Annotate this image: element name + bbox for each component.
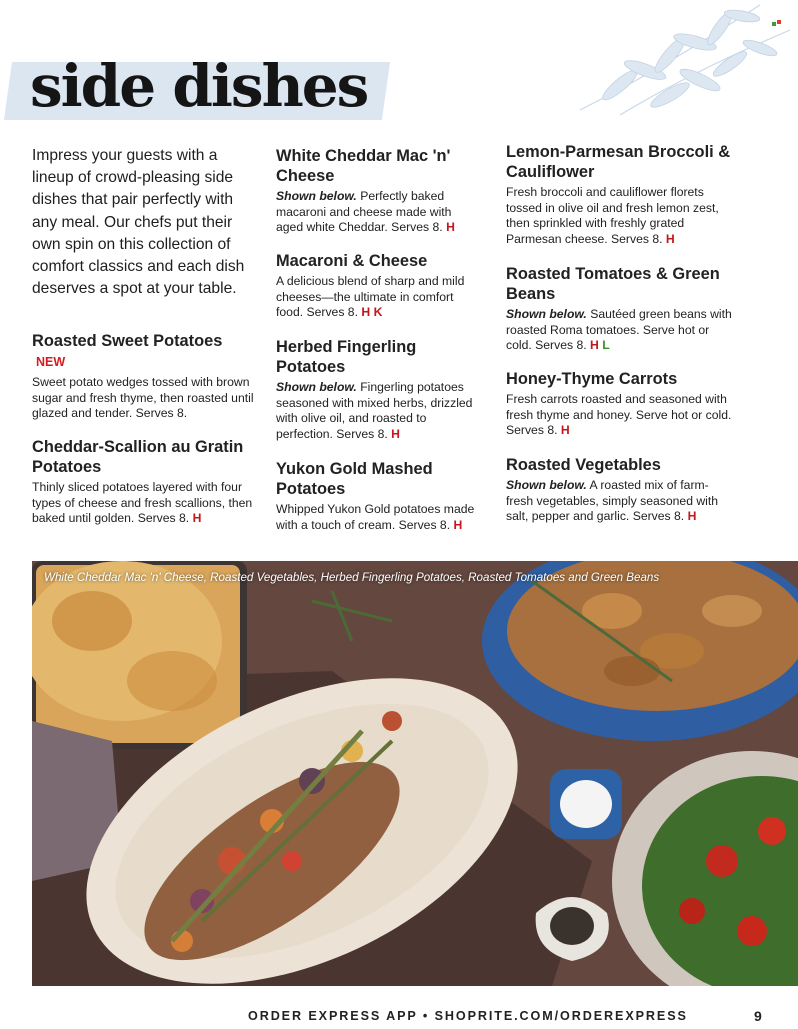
dish-roasted-sweet-potatoes <box>32 331 257 422</box>
shown-below-label: Shown below. <box>276 380 357 394</box>
salt-dish <box>550 769 622 839</box>
dish-herbed-fingerling-potatoes <box>276 337 481 442</box>
dish-macaroni-and-cheese <box>276 251 481 321</box>
heat-icon: H <box>192 511 202 526</box>
dish-description: A delicious blend of sharp and mild cheeses—the ultimate in comfort food. Serves 8. H K <box>276 274 465 320</box>
page-title: side dishes <box>30 52 368 120</box>
color-mark-icon <box>772 20 782 28</box>
new-badge: NEW <box>36 355 66 369</box>
mac-and-cheese-dish <box>32 561 247 749</box>
page-footer <box>0 1002 798 1029</box>
dish-name: Herbed Fingerling Potatoes <box>276 338 417 376</box>
heat-icon: H <box>687 509 697 524</box>
side-dishes-photo <box>32 561 798 986</box>
heat-icon: H <box>391 426 400 441</box>
page-number: 9 <box>754 1008 762 1024</box>
leaf-branch-illustration <box>560 0 798 120</box>
dish-roasted-tomatoes-green-beans <box>506 264 734 354</box>
dish-description: Thinly sliced potatoes layered with four types of cheese and fresh scallions, then baked until golden. Serves 8. H <box>32 480 253 526</box>
intro-paragraph: Impress your guests with a lineup of crowd-pleasing side dishes that pair perfectly with any meal. Our chefs put their own spin on this collection of comfort classics and each dish deserves a spot at your table. <box>32 147 245 298</box>
dish-name: Roasted Vegetables <box>506 456 661 474</box>
dish-description: Sweet potato wedges tossed with brown sugar and fresh thyme, then roasted until glazed and tender. Serves 8. <box>32 375 254 421</box>
dish-name: Lemon-Parmesan Broccoli & Cauliflower <box>506 143 731 181</box>
dish-cheddar-scallion-au-gratin <box>32 437 257 527</box>
dish-description: Fresh broccoli and cauliflower florets tossed in olive oil and fresh lemon zest, then sprinkled with freshly grated Parmesan cheese. Serves 8. H <box>506 185 719 246</box>
dish-honey-thyme-carrots <box>506 369 734 439</box>
dish-name: White Cheddar Mac 'n' Cheese <box>276 147 451 185</box>
heat-icon: H <box>560 423 570 438</box>
dish-name: Macaroni & Cheese <box>276 252 428 270</box>
dish-name: Cheddar-Scallion au Gratin Potatoes <box>32 438 244 476</box>
shown-below-label: Shown below. <box>276 189 357 203</box>
local-icon: L <box>598 338 610 353</box>
dish-white-cheddar-mac <box>276 146 481 236</box>
photo-caption: White Cheddar Mac 'n' Cheese, Roasted Vegetables, Herbed Fingerling Potatoes, Roasted Tomatoes and Green Beans <box>44 571 660 584</box>
dish-yukon-gold-mashed <box>276 459 481 533</box>
dish-name: Roasted Sweet Potatoes NEW <box>32 332 223 369</box>
heat-local-icons <box>590 338 610 352</box>
dish-description: Shown below. Fingerling potatoes seasoned with mixed herbs, drizzled with olive oil, and roasted to perfection. Serves 8. H <box>276 380 473 441</box>
heat-icon: H <box>446 220 455 235</box>
dish-description: Shown below. A roasted mix of farm-fresh vegetables, simply seasoned with salt, pepper and garlic. Serves 8. H <box>506 478 719 524</box>
heat-icon: H <box>453 517 463 532</box>
heat-icon: H <box>665 231 675 246</box>
dish-name: Honey-Thyme Carrots <box>506 370 678 388</box>
dish-description: Shown below. Perfectly baked macaroni and cheese made with aged white Cheddar. Serves 8. H <box>276 189 455 235</box>
shown-below-label: Shown below. <box>506 478 587 492</box>
dish-roasted-vegetables <box>506 455 734 525</box>
heat-kosher-icons: H K <box>361 305 383 320</box>
heat-icon: H <box>590 338 599 353</box>
dish-description: Fresh carrots roasted and seasoned with fresh thyme and honey. Serve hot or cold. Serves 8. H <box>506 392 732 438</box>
dish-description: Whipped Yukon Gold potatoes made with a touch of cream. Serves 8. H <box>276 502 475 532</box>
shown-below-label: Shown below. <box>506 307 587 321</box>
dish-name: Yukon Gold Mashed Potatoes <box>276 460 433 498</box>
dish-name: Roasted Tomatoes & Green Beans <box>506 265 720 303</box>
footer-ordering-info: ORDER EXPRESS APP • SHOPRITE.COM/ORDEREXPRESS <box>248 1009 688 1023</box>
dish-lemon-parmesan-broccoli <box>506 142 734 247</box>
dish-description: Shown below. Sautéed green beans with roasted Roma tomatoes. Serve hot or cold. Serves 8. H L <box>506 307 732 353</box>
